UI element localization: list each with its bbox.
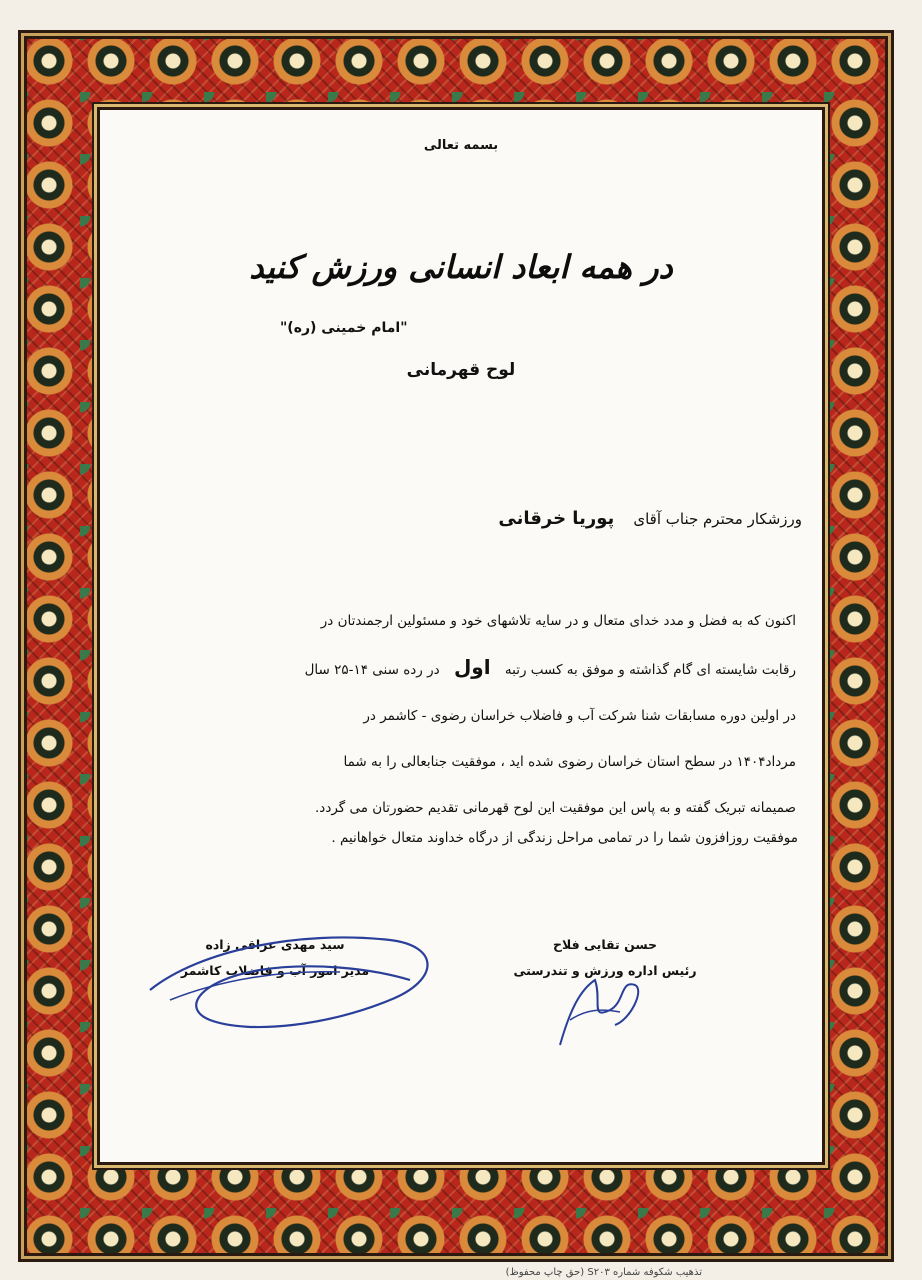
certificate-title: لوح قهرمانی xyxy=(406,360,516,380)
body-line-part: رقابت شایسته ای گام گذاشته و موفق به کسب رتبه xyxy=(504,662,796,678)
signatory-name: سید مهدی عراقی زاده xyxy=(205,937,345,952)
body-line: اکنون که به فضل و مدد خدای متعال و در سایه تلاشهای خود و مسئولین ارجمندتان در xyxy=(320,613,796,629)
signatory-right xyxy=(500,932,710,984)
rank-value: اول xyxy=(453,655,491,679)
closing-line: موفقیت روزافزون شما را در تمامی مراحل زندگی از درگاه خداوند متعال خواهانیم . xyxy=(331,830,798,846)
signatory-title: مدیر امور آب و فاضلاب کاشمر xyxy=(180,963,370,978)
body-line-part: در رده سنی ۱۴-۲۵ سال xyxy=(304,662,440,678)
body-line: مرداد۱۴۰۴ در سطح استان خراسان رضوی شده اید ، موفقیت جنابعالی را به شما xyxy=(343,754,796,770)
signatory-name: حسن تقایی فلاح xyxy=(552,937,658,952)
certificate-body xyxy=(126,598,796,831)
recipient-line xyxy=(498,508,802,529)
basmala-heading: بسمه تعالی xyxy=(423,138,499,153)
recipient-name: پوریا خرقانی xyxy=(498,508,615,529)
body-line: صمیمانه تبریک گفته و به پاس این موفقیت این لوح قهرمانی تقدیم حضورتان می گردد. xyxy=(315,800,796,816)
signatory-title: رئیس اداره ورزش و تندرستی xyxy=(513,963,697,978)
recipient-prefix: ورزشکار محترم جناب آقای xyxy=(633,510,802,528)
body-line: در اولین دوره مسابقات شنا شرکت آب و فاضلاب خراسان رضوی - کاشمر در xyxy=(363,708,796,724)
signatory-left xyxy=(160,932,390,984)
motto-calligraphy: در همه ابعاد انسانی ورزش کنید xyxy=(249,248,673,286)
motto-author: "امام خمینی (ره)" xyxy=(280,320,408,336)
body-line xyxy=(126,644,796,693)
certificate-paper xyxy=(100,110,822,1162)
footer-note: تذهیب شکوفه شماره S۲۰۳ (حق چاپ محفوظ) xyxy=(505,1267,702,1278)
